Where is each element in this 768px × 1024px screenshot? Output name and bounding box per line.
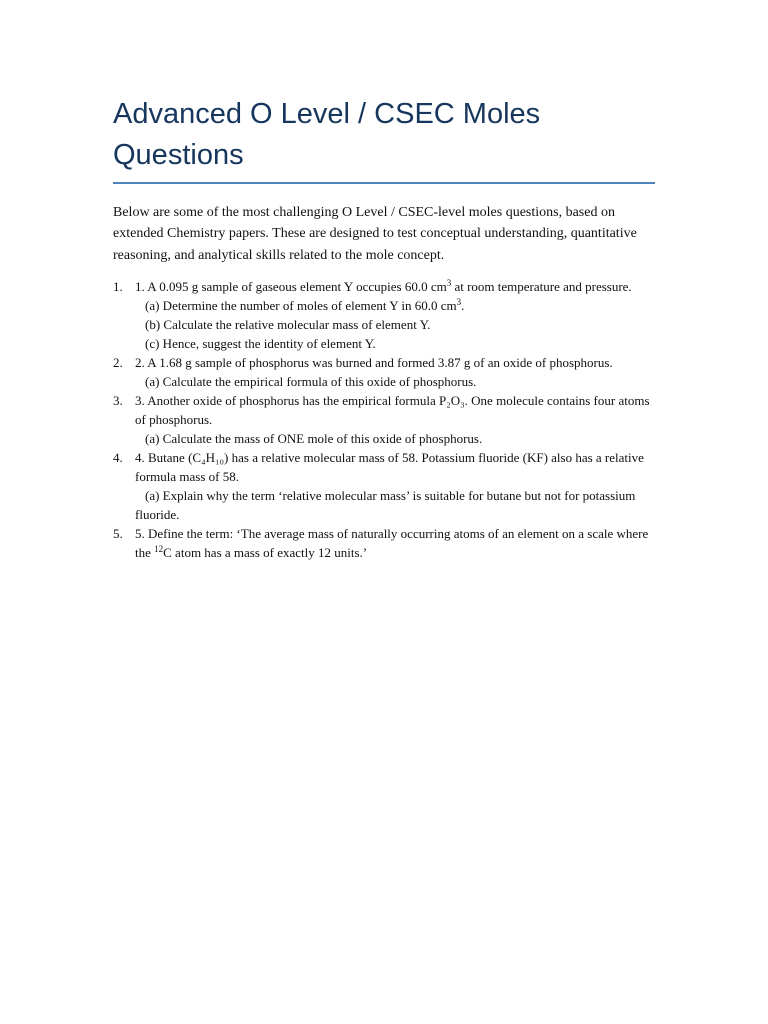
question-part-text: .: [461, 297, 465, 313]
document-page: [113, 94, 655, 562]
question-part-a: (a) Calculate the mass of ONE mole of this oxide of phosphorus.: [145, 430, 483, 446]
question-part-a: [135, 296, 655, 315]
question-text-part: 1. A 0.095 g sample of gaseous element Y occupies 60.0 cm: [135, 278, 447, 294]
question-part-a: (a) Explain why the term ‘relative molecular mass’ is suitable for butane but not for potassium fluoride.: [135, 487, 636, 522]
list-number: 1.: [113, 278, 123, 294]
intro-paragraph: Below are some of the most challenging O Level / CSEC-level moles questions, based on extended Chemistry papers. These are designed to test conceptual understanding, quantitative reasoning, and analytical skills related to the mole concept.: [113, 205, 637, 263]
question-part-c: (c) Hence, suggest the identity of element Y.: [145, 335, 376, 351]
questions-list: [113, 277, 655, 562]
question-text: [135, 277, 655, 296]
question-text-part: C atom has a mass of exactly 12 units.’: [163, 544, 368, 560]
question-text-part: 5. Define the term: ‘The average mass of naturally occurring atoms of an element on a scale where the: [135, 525, 649, 560]
superscript: 12: [154, 543, 164, 554]
question-part-b: (b) Calculate the relative molecular mass of element Y.: [145, 316, 431, 332]
question-part-text: (a) Determine the number of moles of element Y in 60.0 cm: [145, 297, 457, 313]
question-text: 4. Butane (C₄H₁₀) has a relative molecular mass of 58. Potassium fluoride (KF) also has a relative formula mass of 58.: [135, 449, 644, 484]
list-number: 2.: [113, 354, 123, 370]
question-1: [113, 277, 655, 353]
question-text-part: at room temperature and pressure.: [451, 278, 632, 294]
question-4: [113, 448, 655, 524]
question-text: [135, 524, 655, 562]
list-number: 4.: [113, 449, 123, 465]
question-5: [113, 524, 655, 562]
superscript: 3: [446, 277, 452, 288]
list-number: 3.: [113, 392, 123, 408]
title-underline: [113, 182, 655, 184]
list-number: 5.: [113, 525, 123, 541]
superscript: 3: [456, 296, 462, 307]
question-text: 3. Another oxide of phosphorus has the empirical formula P₂O₃. One molecule contains four atoms of phosphorus.: [135, 392, 650, 427]
question-2: [113, 353, 655, 391]
page-title: Advanced O Level / CSEC Moles Questions: [113, 98, 541, 171]
question-part-a: (a) Calculate the empirical formula of this oxide of phosphorus.: [145, 373, 477, 389]
question-text: 2. A 1.68 g sample of phosphorus was burned and formed 3.87 g of an oxide of phosphorus.: [135, 354, 613, 370]
question-3: [113, 391, 655, 448]
